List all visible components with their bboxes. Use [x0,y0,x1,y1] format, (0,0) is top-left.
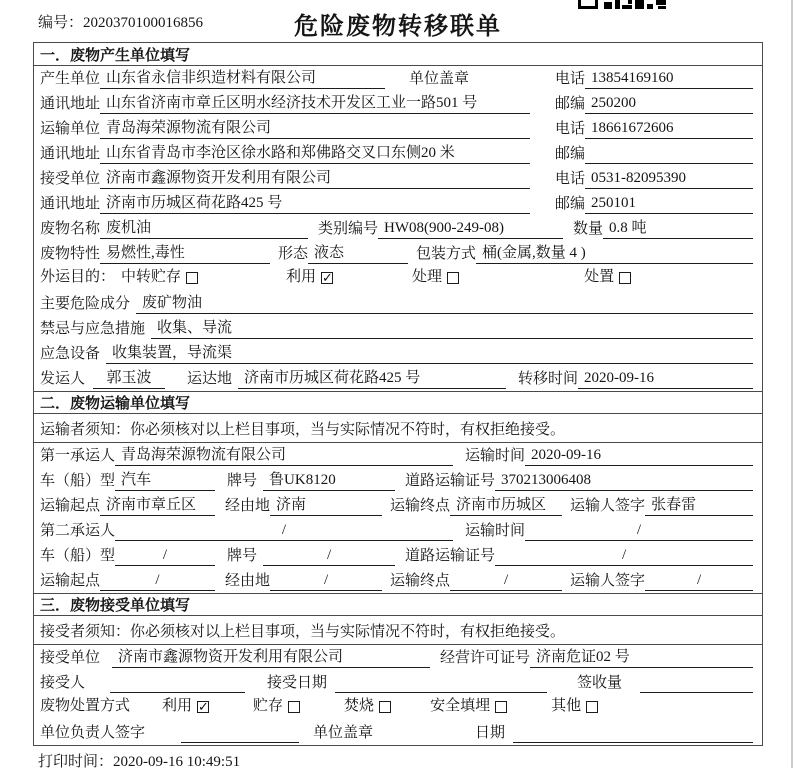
emergency-measures-label: 禁忌与应急措施 [40,321,146,337]
carrier1-vehicle-row [34,468,762,493]
option-label: 贮存 [253,698,284,714]
road-permit-label: 道路运输证号 [405,548,496,564]
notice-text: 你必须核对以上栏目事项，当与实际情况不符时，有权拒绝接受。 [130,623,566,640]
print-time [38,750,240,768]
responsible-sign-value [181,724,299,743]
address-label: 通讯地址 [40,146,101,162]
carrier1-permit-value: 370213006408 [495,471,753,491]
section3-header: 三．废物接受单位填写 [34,593,762,616]
checkbox-icon [379,701,391,713]
origin-label: 运输起点 [40,498,101,514]
option-label: 焚烧 [344,698,375,714]
destination-value: 济南市历城区荷花路425 号 [238,369,506,389]
producer-row [34,66,762,91]
disposal-method-label: 废物处置方式 [40,698,131,714]
vehicle-type-label: 车（船）型 [40,473,116,489]
hazard-row [34,291,762,316]
zip-label: 邮编 [554,96,585,112]
carrier1-label: 第一承运人 [40,448,116,464]
dispatch-row [34,366,762,391]
receiver-address-row [34,191,762,216]
qr-code-fragment-icon [578,0,666,10]
license-value: 济南危证02 号 [530,648,753,668]
purpose-option-transfer-storage [121,268,198,287]
accepting-unit-value: 济南市鑫源物资开发利用有限公司 [112,648,430,668]
carrier2-origin-value: / [100,571,215,591]
received-qty-label: 签收量 [577,675,623,691]
page-right-edge [791,0,793,768]
carrier1-sign-value: 张春雷 [645,496,753,516]
waste-name-value: 废机油 [100,219,308,239]
responsible-sign-label: 单位负责人签字 [40,725,146,741]
checkbox-icon [186,272,198,284]
unit-seal-label: 单位盖章 [409,71,470,87]
via-label: 经由地 [225,498,271,514]
hazard-label: 主要危险成分 [40,296,131,312]
waste-name-label: 废物名称 [40,221,101,237]
option-label: 处理 [412,269,443,285]
transporter-sign-label: 运输人签字 [570,573,646,589]
phone-label: 电话 [554,171,585,187]
form-value: 液态 [308,244,408,264]
packaging-value: 桶(金属,数量 4 ) [476,244,753,264]
purpose-row [34,266,762,291]
consignor-value: 郭玉波 [93,369,165,389]
quantity-label: 数量 [573,221,604,237]
checkbox-icon [197,701,209,713]
notice-label: 运输者须知： [40,421,131,438]
checkbox-icon [288,701,300,713]
category-value: HW08(900-249-08) [378,219,563,239]
transfer-time-value: 2020-09-16 [578,369,753,389]
transfer-time-label: 转移时间 [518,371,579,387]
producer-phone-value: 13854169160 [585,69,753,89]
carrier1-route-row [34,493,762,518]
disposal-option-utilize [162,697,209,716]
checkbox-icon [321,272,333,284]
emergency-equipment-value: 收集装置，导流渠 [106,344,753,364]
purpose-option-treat [412,268,459,287]
address-label: 通讯地址 [40,96,101,112]
via-label: 经由地 [225,573,271,589]
disposal-option-incinerate [344,697,391,716]
disposal-method-row [34,695,762,720]
phone-label: 电话 [554,71,585,87]
carrier2-sign-value: / [645,571,753,591]
receiver-label: 接受单位 [40,171,101,187]
checkbox-icon [447,272,459,284]
carrier2-time-value: / [525,521,753,541]
carrier1-time-value: 2020-09-16 [525,446,753,466]
disposal-option-landfill [430,697,507,716]
address-label: 通讯地址 [40,196,101,212]
packaging-label: 包装方式 [416,246,477,262]
carrier1-via-value: 济南 [270,496,382,516]
receiver-phone-value: 0531-82095390 [585,169,753,189]
zip-label: 邮编 [554,196,585,212]
carrier2-route-row [34,568,762,593]
accept-date-value [335,674,547,693]
transporter-address-value: 山东省青岛市李沧区徐水路和郑佛路交叉口东侧20 米 [100,144,530,164]
option-label: 利用 [286,269,317,285]
carrier1-terminus-value: 济南市历城区 [450,496,562,516]
receiver-value: 济南市鑫源物资开发利用有限公司 [100,169,530,189]
road-permit-label: 道路运输证号 [405,473,496,489]
carrier1-origin-value: 济南市章丘区 [100,496,215,516]
option-label: 其他 [551,698,582,714]
print-time-value: 2020-09-16 10:49:51 [113,754,241,768]
section2-header: 二．废物运输单位填写 [34,391,762,414]
receiver-address-value: 济南市历城区荷花路425 号 [100,194,530,214]
carrier2-vehicle-row [34,543,762,568]
received-qty-value [640,674,753,693]
accept-person-row [34,670,762,695]
terminus-label: 运输终点 [390,498,451,514]
hazard-value: 废矿物油 [136,294,753,314]
plate-label: 牌号 [227,473,258,489]
producer-value: 山东省永信非织造材料有限公司 [100,69,385,89]
producer-address-value: 山东省济南市章丘区明水经济技术开发区工业一路501 号 [100,94,530,114]
emergency-measures-value: 收集、导流 [151,319,753,339]
purpose-option-utilize [286,268,333,287]
terminus-label: 运输终点 [390,573,451,589]
option-label: 处置 [584,269,615,285]
origin-label: 运输起点 [40,573,101,589]
transporter-zip-value [585,145,753,164]
transporter-address-row [34,141,762,166]
quantity-value: 0.8 吨 [603,219,753,239]
producer-label: 产生单位 [40,71,101,87]
print-time-label: 打印时间： [38,754,114,768]
carrier1-name-value: 青岛海荣源物流有限公司 [115,446,453,466]
unit-seal-label: 单位盖章 [313,725,374,741]
carrier1-row [34,443,762,468]
emergency-measures-row [34,316,762,341]
carrier2-via-value: / [270,571,382,591]
transporter-value: 青岛海荣源物流有限公司 [100,119,530,139]
waste-name-row [34,216,762,241]
carrier2-label: 第二承运人 [40,523,116,539]
accept-date-label: 接受日期 [267,675,328,691]
date-label: 日期 [475,725,506,741]
form-label: 形态 [278,246,309,262]
destination-label: 运达地 [187,371,233,387]
carrier2-vehicle-value: / [115,546,215,566]
transport-time-label: 运输时间 [465,448,526,464]
carrier2-permit-value: / [495,546,753,566]
serial-value: 2020370100016856 [83,15,204,31]
emergency-equipment-row [34,341,762,366]
transporter-notice-row [34,414,762,443]
receiver-notice-row [34,616,762,645]
consignor-label: 发运人 [40,371,86,387]
phone-label: 电话 [554,121,585,137]
plate-label: 牌号 [227,548,258,564]
transporter-sign-label: 运输人签字 [570,498,646,514]
vehicle-type-label: 车（船）型 [40,548,116,564]
traits-label: 废物特性 [40,246,101,262]
option-label: 利用 [162,698,193,714]
waste-traits-row [34,241,762,266]
accept-person-label: 接受人 [40,675,86,691]
carrier1-plate-value: 鲁UK8120 [263,471,395,491]
option-label: 安全填埋 [430,698,491,714]
checkbox-icon [619,272,631,284]
accepting-unit-row [34,645,762,670]
purpose-option-dispose [584,268,631,287]
purpose-label: 外运目的： [40,269,116,285]
date-value [513,724,753,743]
serial-label: 编号： [38,15,84,31]
checkbox-icon [586,701,598,713]
carrier2-plate-value: / [263,546,395,566]
transport-time-label: 运输时间 [465,523,526,539]
producer-zip-value: 250200 [585,94,753,114]
zip-label: 邮编 [554,146,585,162]
disposal-option-other [551,697,598,716]
transporter-row [34,116,762,141]
traits-value: 易燃性,毒性 [100,244,270,264]
notice-label: 接受者须知： [40,623,131,640]
carrier1-vehicle-value: 汽车 [115,471,215,491]
page-title: 危险废物转移联单 [294,14,502,40]
receiver-zip-value: 250101 [585,194,753,214]
accept-person-value [110,674,245,693]
checkbox-icon [495,701,507,713]
transporter-phone-value: 18661672606 [585,119,753,139]
emergency-equipment-label: 应急设备 [40,346,101,362]
option-label: 中转贮存 [121,269,182,285]
license-label: 经营许可证号 [440,650,531,666]
carrier2-row [34,518,762,543]
responsible-sign-row [34,720,762,745]
notice-text: 你必须核对以上栏目事项，当与实际情况不符时，有权拒绝接受。 [130,421,566,438]
manifest-form [33,42,763,746]
section1-header: 一．废物产生单位填写 [34,43,762,66]
disposal-option-store [253,697,300,716]
transporter-label: 运输单位 [40,121,101,137]
receiver-row [34,166,762,191]
accepting-unit-label: 接受单位 [40,650,101,666]
carrier2-terminus-value: / [450,571,562,591]
producer-address-row [34,91,762,116]
carrier2-name-value: / [115,521,453,541]
category-label: 类别编号 [318,221,379,237]
